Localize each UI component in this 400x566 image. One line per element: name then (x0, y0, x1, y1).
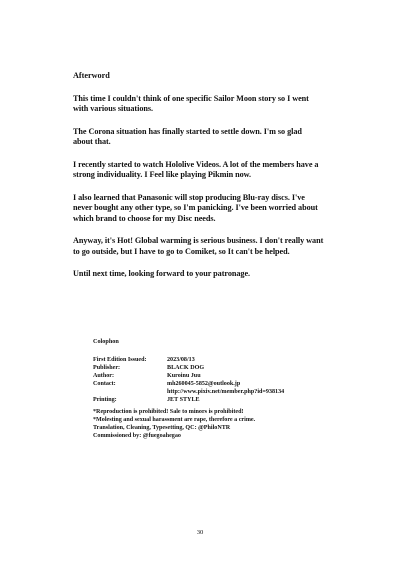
afterword-paragraph (73, 160, 373, 181)
afterword-paragraph (73, 236, 373, 257)
text-line: I recently started to watch Hololive Videos. A lot of the members have a (73, 160, 319, 169)
text-line: Until next time, looking forward to your patronage. (73, 269, 251, 279)
afterword-paragraph (73, 193, 373, 224)
contact-url[interactable]: http://www.pixiv.net/member.php?id=938134 (167, 388, 285, 395)
contact-email[interactable]: mh260045-5852@outlook.jp (167, 380, 241, 387)
text-line: The Corona situation has finally started to settle down. I'm so glad (73, 127, 302, 136)
colophon-section (93, 338, 333, 441)
colophon-key: Author: (93, 372, 114, 379)
colophon-value: BLACK DOG (167, 364, 205, 371)
text-line: about that. (73, 137, 111, 147)
colophon-key: Publisher: (93, 364, 121, 371)
colophon-note: *Molesting and sexual harassment are rape, therefore a crime. (93, 417, 256, 424)
colophon-value: 2023/08/13 (167, 357, 195, 363)
colophon-notes (93, 409, 333, 441)
colophon-row (93, 357, 284, 365)
afterword-paragraph (73, 127, 373, 148)
colophon-row (93, 381, 284, 389)
colophon-note: Commissioned by: @fuegoahegao (93, 433, 181, 440)
colophon-table (93, 357, 284, 404)
text-line: This time I couldn't think of one specific Sailor Moon story so I went (73, 94, 309, 103)
colophon-key: Printing: (93, 396, 117, 403)
colophon-heading: Colophon (93, 338, 119, 345)
colophon-value: Kuroinu Juu (167, 372, 201, 379)
text-line: with various situations. (73, 104, 154, 114)
colophon-row (93, 365, 284, 373)
text-line: which brand to choose for my Disc needs. (73, 213, 216, 223)
colophon-value: JET STYLE (167, 396, 200, 403)
colophon-note: *Reproduction is prohibited! Sale to minors is prohibited! (93, 409, 244, 416)
afterword-paragraph (73, 94, 373, 115)
afterword-section (73, 71, 373, 292)
text-line: to go outside, but I have to go to Comiket, so It can't be helped. (73, 246, 290, 256)
text-line: I also learned that Panasonic will stop producing Blu-ray discs. I've (73, 193, 305, 202)
colophon-key: Contact: (93, 380, 116, 387)
text-line: never bought any other type, so I'm panicking. I've been worried about (73, 203, 318, 213)
afterword-heading: Afterword (73, 71, 110, 80)
colophon-row (93, 389, 284, 397)
afterword-paragraph (73, 269, 373, 279)
colophon-key (93, 389, 167, 397)
text-line: strong individuality. I Feel like playing Pikmin now. (73, 170, 252, 180)
colophon-row (93, 397, 284, 405)
colophon-row (93, 373, 284, 381)
page-number: 30 (196, 529, 204, 536)
colophon-key: First Edition Issued: (93, 357, 147, 363)
text-line: Anyway, it's Hot! Global warming is serious business. I don't really want (73, 236, 324, 246)
colophon-note: Translation, Cleaning, Typesetting, QC: @PhiloNTR (93, 425, 231, 432)
